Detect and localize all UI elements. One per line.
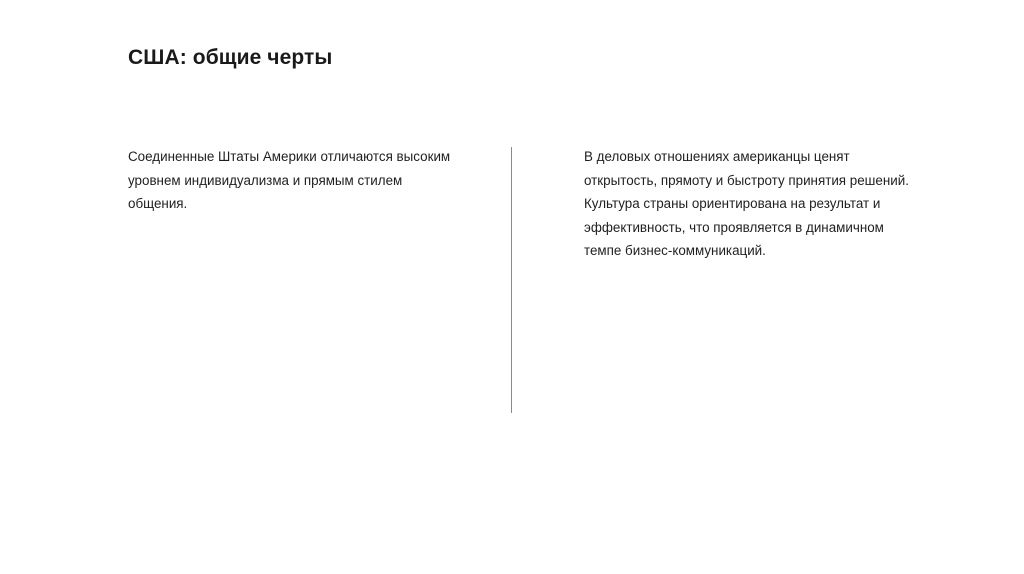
right-text-line: темпе бизнес-коммуникаций. [584, 243, 766, 259]
right-text-line: эффективность, что проявляется в динамичном [584, 219, 884, 235]
right-text-line: В деловых отношениях американцы ценят [584, 149, 850, 164]
right-column-text [584, 145, 929, 263]
right-text-line: Культура страны ориентирована на результат и [584, 196, 881, 212]
right-text-line: открытость, прямоту и быстроту принятия решений. [584, 172, 909, 188]
left-column-text [128, 145, 478, 216]
left-text-line: Соединенные Штаты Америки отличаются высоким [128, 149, 451, 164]
slide-title: США: общие черты [128, 46, 333, 69]
left-text-line: общения. [128, 196, 188, 212]
left-text-line: уровнем индивидуализма и прямым стилем [128, 172, 403, 188]
column-divider [511, 147, 512, 413]
